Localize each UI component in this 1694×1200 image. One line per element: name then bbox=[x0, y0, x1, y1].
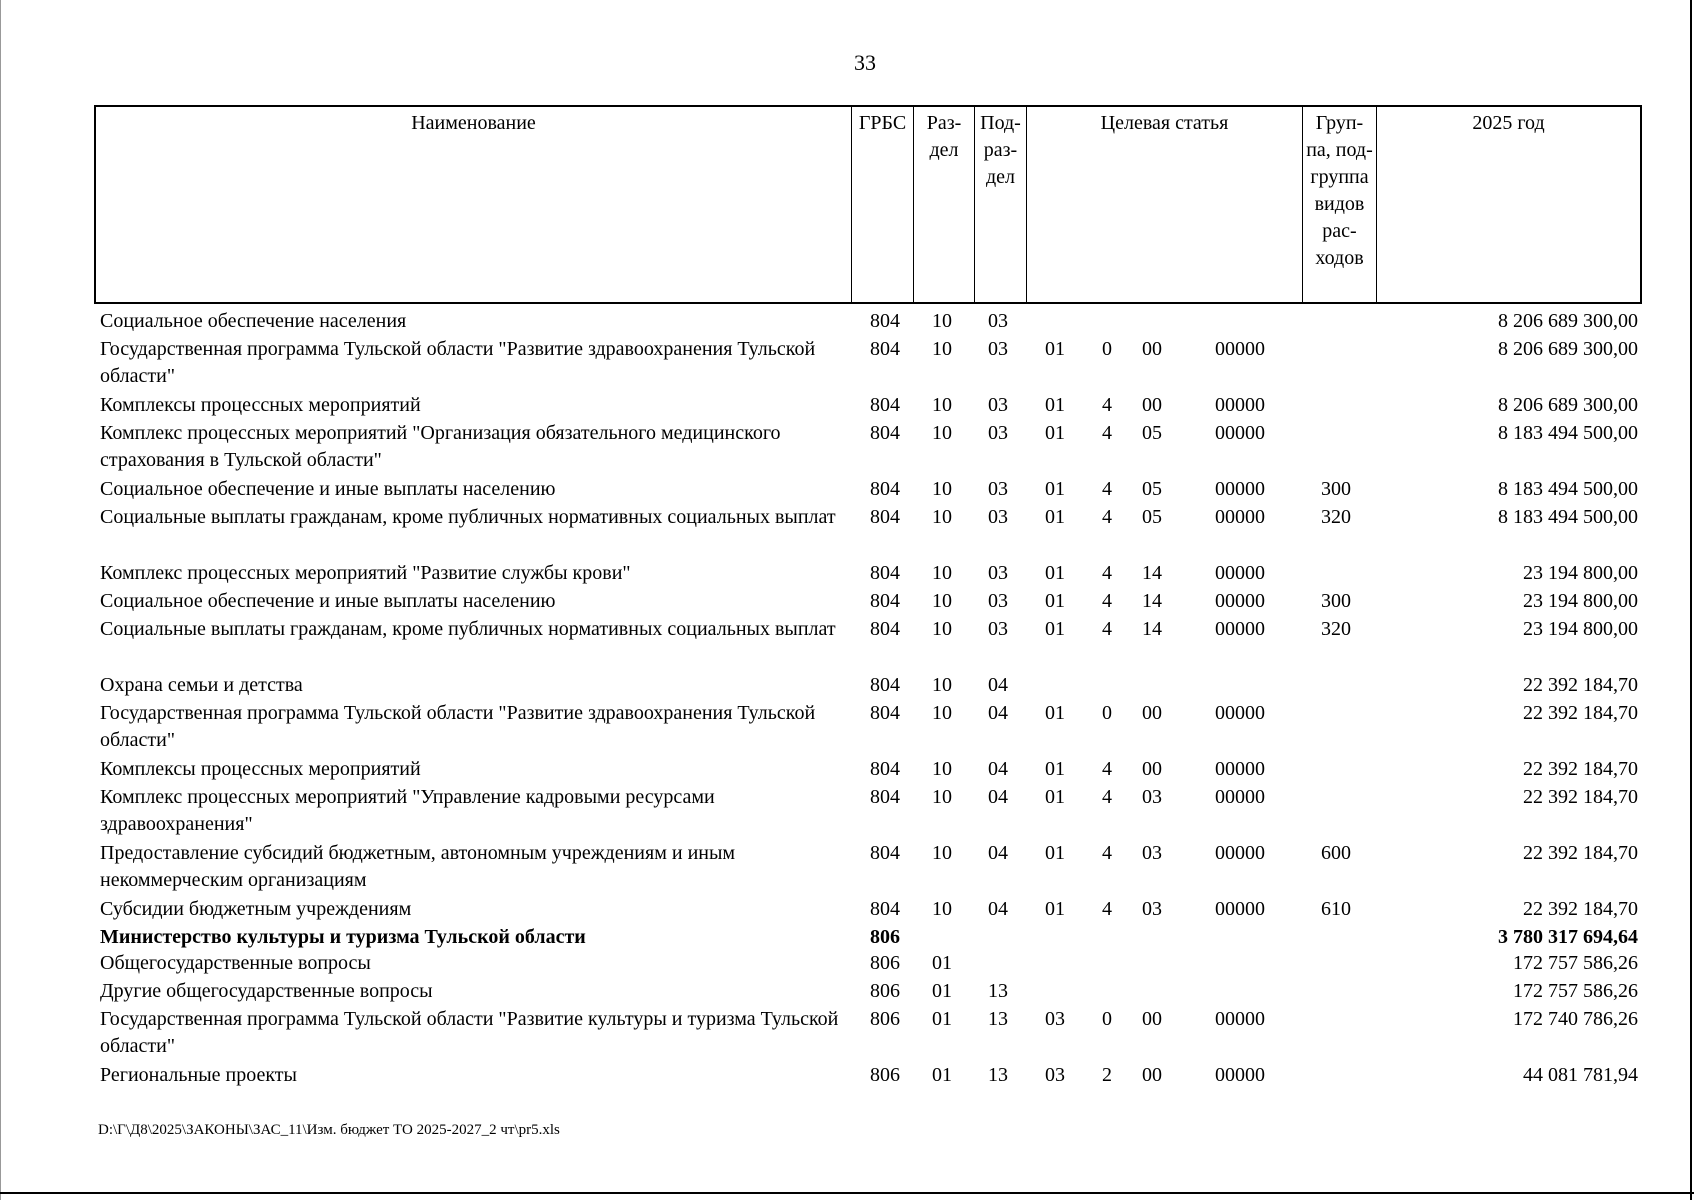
row-podrazdel: 13 bbox=[988, 1064, 1008, 1086]
row-razdel: 10 bbox=[932, 786, 952, 808]
row-razdel: 01 bbox=[932, 980, 952, 1002]
header-podrazdel bbox=[974, 107, 1026, 302]
row-target-program: 01 bbox=[1045, 562, 1065, 584]
row-target-type: 4 bbox=[1102, 478, 1112, 500]
header-year-2025 bbox=[1376, 107, 1640, 302]
row-target-program: 01 bbox=[1045, 898, 1065, 920]
row-target-program: 03 bbox=[1045, 1008, 1065, 1030]
row-target-subprogram: 05 bbox=[1142, 478, 1162, 500]
row-target-subprogram: 05 bbox=[1142, 422, 1162, 444]
row-target-code: 00000 bbox=[1215, 394, 1265, 416]
row-target-type: 0 bbox=[1102, 1008, 1112, 1030]
row-amount-2025: 22 392 184,70 bbox=[1523, 674, 1638, 696]
row-expense-group: 300 bbox=[1321, 478, 1351, 500]
row-podrazdel: 04 bbox=[988, 674, 1008, 696]
row-target-program: 01 bbox=[1045, 338, 1065, 360]
header-group-line: Груп- bbox=[1315, 112, 1364, 134]
row-name: Комплексы процессных мероприятий bbox=[100, 758, 421, 780]
row-grbs: 806 bbox=[870, 952, 900, 974]
row-target-program: 03 bbox=[1045, 1064, 1065, 1086]
page-edge-left bbox=[0, 0, 1, 1200]
row-amount-2025: 8 206 689 300,00 bbox=[1498, 310, 1638, 332]
row-grbs: 804 bbox=[870, 506, 900, 528]
table-header bbox=[94, 105, 1642, 304]
row-name: Региональные проекты bbox=[100, 1064, 297, 1086]
header-podrazdel-line: дел bbox=[985, 166, 1016, 188]
row-grbs: 804 bbox=[870, 394, 900, 416]
row-name: Субсидии бюджетным учреждениям bbox=[100, 898, 412, 920]
header-group-line: рас- bbox=[1322, 220, 1357, 242]
row-name: Социальное обеспечение и иные выплаты населению bbox=[100, 478, 556, 500]
header-target-article bbox=[1026, 107, 1302, 302]
page-edge-bottom bbox=[0, 1192, 1694, 1194]
row-razdel: 10 bbox=[932, 562, 952, 584]
row-grbs: 804 bbox=[870, 422, 900, 444]
row-expense-group: 320 bbox=[1321, 618, 1351, 640]
row-target-code: 00000 bbox=[1215, 562, 1265, 584]
row-razdel: 01 bbox=[932, 1008, 952, 1030]
row-target-subprogram: 00 bbox=[1142, 394, 1162, 416]
row-target-type: 4 bbox=[1102, 562, 1112, 584]
header-year-line: 2025 год bbox=[1472, 112, 1545, 134]
row-razdel: 10 bbox=[932, 898, 952, 920]
row-amount-2025: 22 392 184,70 bbox=[1523, 702, 1638, 724]
row-grbs: 806 bbox=[870, 980, 900, 1002]
row-target-type: 2 bbox=[1102, 1064, 1112, 1086]
row-amount-2025: 44 081 781,94 bbox=[1523, 1064, 1638, 1086]
row-target-subprogram: 00 bbox=[1142, 702, 1162, 724]
row-podrazdel: 03 bbox=[988, 618, 1008, 640]
row-target-code: 00000 bbox=[1215, 590, 1265, 612]
row-target-subprogram: 03 bbox=[1142, 898, 1162, 920]
row-razdel: 01 bbox=[932, 952, 952, 974]
page-edge-right bbox=[1690, 0, 1692, 1200]
row-target-code: 00000 bbox=[1215, 758, 1265, 780]
row-name: Социальное обеспечение населения bbox=[100, 310, 407, 332]
row-target-subprogram: 05 bbox=[1142, 506, 1162, 528]
row-target-type: 4 bbox=[1102, 590, 1112, 612]
row-amount-2025: 8 206 689 300,00 bbox=[1498, 338, 1638, 360]
row-target-subprogram: 00 bbox=[1142, 758, 1162, 780]
row-target-subprogram: 14 bbox=[1142, 618, 1162, 640]
row-target-type: 4 bbox=[1102, 842, 1112, 864]
row-target-subprogram: 14 bbox=[1142, 562, 1162, 584]
row-razdel: 10 bbox=[932, 478, 952, 500]
row-name: Охрана семьи и детства bbox=[100, 674, 303, 696]
header-grbs bbox=[851, 107, 913, 302]
header-group-line: группа bbox=[1310, 166, 1369, 188]
row-podrazdel: 03 bbox=[988, 422, 1008, 444]
header-razdel-line: Раз- bbox=[926, 112, 962, 134]
row-grbs: 806 bbox=[870, 1064, 900, 1086]
row-grbs: 804 bbox=[870, 478, 900, 500]
row-grbs: 804 bbox=[870, 758, 900, 780]
header-target-line: Целевая статья bbox=[1100, 112, 1229, 134]
row-razdel: 10 bbox=[932, 758, 952, 780]
row-expense-group: 320 bbox=[1321, 506, 1351, 528]
row-razdel: 10 bbox=[932, 506, 952, 528]
row-target-subprogram: 14 bbox=[1142, 590, 1162, 612]
row-razdel: 10 bbox=[932, 422, 952, 444]
row-name: Комплекс процессных мероприятий "Организация обязательного медицинского страхования в Тульской области" bbox=[100, 422, 781, 471]
file-path-footer: D:\Г\Д8\2025\ЗАКОНЫ\ЗАС_11\Изм. бюджет ТО 2025-2027_2 чт\pr5.xls bbox=[98, 1122, 560, 1138]
row-target-code: 00000 bbox=[1215, 842, 1265, 864]
row-podrazdel: 03 bbox=[988, 394, 1008, 416]
row-amount-2025: 23 194 800,00 bbox=[1523, 562, 1638, 584]
row-grbs: 804 bbox=[870, 618, 900, 640]
row-target-program: 01 bbox=[1045, 506, 1065, 528]
row-target-program: 01 bbox=[1045, 618, 1065, 640]
row-target-program: 01 bbox=[1045, 590, 1065, 612]
row-target-type: 4 bbox=[1102, 618, 1112, 640]
row-amount-2025: 8 183 494 500,00 bbox=[1498, 422, 1638, 444]
row-target-type: 4 bbox=[1102, 422, 1112, 444]
row-name: Социальное обеспечение и иные выплаты населению bbox=[100, 590, 556, 612]
header-name bbox=[96, 107, 851, 302]
row-name: Комплекс процессных мероприятий "Управление кадровыми ресурсами здравоохранения" bbox=[100, 786, 715, 835]
header-razdel-line: дел bbox=[929, 139, 959, 161]
page-number: 33 bbox=[854, 50, 876, 75]
row-target-code: 00000 bbox=[1215, 1008, 1265, 1030]
row-razdel: 10 bbox=[932, 674, 952, 696]
row-amount-2025: 22 392 184,70 bbox=[1523, 758, 1638, 780]
row-target-subprogram: 00 bbox=[1142, 1008, 1162, 1030]
header-grbs-line: ГРБС bbox=[858, 112, 907, 134]
row-grbs: 804 bbox=[870, 674, 900, 696]
row-target-subprogram: 03 bbox=[1142, 786, 1162, 808]
row-podrazdel: 13 bbox=[988, 980, 1008, 1002]
row-grbs: 804 bbox=[870, 898, 900, 920]
row-amount-2025: 8 183 494 500,00 bbox=[1498, 506, 1638, 528]
row-name: Комплексы процессных мероприятий bbox=[100, 394, 421, 416]
row-target-type: 4 bbox=[1102, 394, 1112, 416]
row-amount-2025: 172 757 586,26 bbox=[1513, 980, 1638, 1002]
row-amount-2025: 23 194 800,00 bbox=[1523, 590, 1638, 612]
row-razdel: 10 bbox=[932, 702, 952, 724]
row-razdel: 10 bbox=[932, 618, 952, 640]
row-grbs: 804 bbox=[870, 310, 900, 332]
row-target-program: 01 bbox=[1045, 422, 1065, 444]
row-podrazdel: 03 bbox=[988, 310, 1008, 332]
row-target-program: 01 bbox=[1045, 758, 1065, 780]
row-grbs: 804 bbox=[870, 786, 900, 808]
row-target-program: 01 bbox=[1045, 394, 1065, 416]
row-podrazdel: 03 bbox=[988, 562, 1008, 584]
row-expense-group: 300 bbox=[1321, 590, 1351, 612]
header-group-line: видов bbox=[1314, 193, 1365, 215]
row-name: Государственная программа Тульской области "Развитие здравоохранения Тульской области" bbox=[100, 702, 816, 751]
row-target-type: 4 bbox=[1102, 786, 1112, 808]
row-razdel: 10 bbox=[932, 590, 952, 612]
row-target-code: 00000 bbox=[1215, 478, 1265, 500]
row-target-program: 01 bbox=[1045, 478, 1065, 500]
row-expense-group: 610 bbox=[1321, 898, 1351, 920]
row-podrazdel: 03 bbox=[988, 338, 1008, 360]
row-razdel: 10 bbox=[932, 338, 952, 360]
row-podrazdel: 04 bbox=[988, 898, 1008, 920]
row-podrazdel: 03 bbox=[988, 506, 1008, 528]
row-grbs: 804 bbox=[870, 590, 900, 612]
row-razdel: 10 bbox=[932, 310, 952, 332]
row-target-type: 4 bbox=[1102, 898, 1112, 920]
row-target-program: 01 bbox=[1045, 702, 1065, 724]
row-name: Государственная программа Тульской области "Развитие культуры и туризма Тульской области" bbox=[100, 1008, 839, 1057]
row-grbs: 804 bbox=[870, 338, 900, 360]
row-target-program: 01 bbox=[1045, 786, 1065, 808]
row-target-code: 00000 bbox=[1215, 618, 1265, 640]
row-razdel: 10 bbox=[932, 394, 952, 416]
row-amount-2025: 3 780 317 694,64 bbox=[1498, 926, 1638, 948]
row-name: Министерство культуры и туризма Тульской области bbox=[100, 926, 586, 948]
row-expense-group: 600 bbox=[1321, 842, 1351, 864]
row-target-type: 4 bbox=[1102, 758, 1112, 780]
row-name: Социальные выплаты гражданам, кроме публичных нормативных социальных выплат bbox=[100, 506, 836, 528]
row-name: Общегосударственные вопросы bbox=[100, 952, 371, 974]
row-razdel: 10 bbox=[932, 842, 952, 864]
row-amount-2025: 22 392 184,70 bbox=[1523, 842, 1638, 864]
row-target-code: 00000 bbox=[1215, 898, 1265, 920]
row-target-code: 00000 bbox=[1215, 1064, 1265, 1086]
row-target-code: 00000 bbox=[1215, 786, 1265, 808]
row-podrazdel: 03 bbox=[988, 478, 1008, 500]
row-amount-2025: 172 740 786,26 bbox=[1513, 1008, 1638, 1030]
row-amount-2025: 172 757 586,26 bbox=[1513, 952, 1638, 974]
row-target-code: 00000 bbox=[1215, 338, 1265, 360]
row-target-program: 01 bbox=[1045, 842, 1065, 864]
row-amount-2025: 8 206 689 300,00 bbox=[1498, 394, 1638, 416]
row-name: Предоставление субсидий бюджетным, автономным учреждениям и иным некоммерческим организациям bbox=[100, 842, 736, 891]
row-target-subprogram: 03 bbox=[1142, 842, 1162, 864]
row-grbs: 804 bbox=[870, 702, 900, 724]
row-grbs: 804 bbox=[870, 562, 900, 584]
header-podrazdel-line: Под- bbox=[980, 112, 1021, 134]
row-name: Социальные выплаты гражданам, кроме публичных нормативных социальных выплат bbox=[100, 618, 836, 640]
header-group-line: па, под- bbox=[1306, 139, 1373, 161]
row-target-type: 0 bbox=[1102, 338, 1112, 360]
row-target-subprogram: 00 bbox=[1142, 1064, 1162, 1086]
row-target-subprogram: 00 bbox=[1142, 338, 1162, 360]
row-podrazdel: 04 bbox=[988, 702, 1008, 724]
header-group-line: ходов bbox=[1315, 247, 1364, 269]
row-name: Комплекс процессных мероприятий "Развитие службы крови" bbox=[100, 562, 631, 584]
row-amount-2025: 22 392 184,70 bbox=[1523, 898, 1638, 920]
row-target-code: 00000 bbox=[1215, 506, 1265, 528]
row-podrazdel: 04 bbox=[988, 758, 1008, 780]
row-podrazdel: 04 bbox=[988, 786, 1008, 808]
row-grbs: 804 bbox=[870, 842, 900, 864]
header-podrazdel-line: раз- bbox=[983, 139, 1018, 161]
row-target-type: 4 bbox=[1102, 506, 1112, 528]
row-target-code: 00000 bbox=[1215, 422, 1265, 444]
row-podrazdel: 04 bbox=[988, 842, 1008, 864]
row-target-code: 00000 bbox=[1215, 702, 1265, 724]
row-podrazdel: 03 bbox=[988, 590, 1008, 612]
row-podrazdel: 13 bbox=[988, 1008, 1008, 1030]
row-name: Государственная программа Тульской области "Развитие здравоохранения Тульской области" bbox=[100, 338, 816, 387]
row-grbs: 806 bbox=[870, 926, 900, 948]
row-amount-2025: 23 194 800,00 bbox=[1523, 618, 1638, 640]
row-razdel: 01 bbox=[932, 1064, 952, 1086]
row-target-type: 0 bbox=[1102, 702, 1112, 724]
row-amount-2025: 8 183 494 500,00 bbox=[1498, 478, 1638, 500]
header-name-line: Наименование bbox=[411, 112, 536, 134]
row-name: Другие общегосударственные вопросы bbox=[100, 980, 433, 1002]
header-expense-group bbox=[1302, 107, 1376, 302]
header-razdel bbox=[913, 107, 974, 302]
row-grbs: 806 bbox=[870, 1008, 900, 1030]
row-amount-2025: 22 392 184,70 bbox=[1523, 786, 1638, 808]
